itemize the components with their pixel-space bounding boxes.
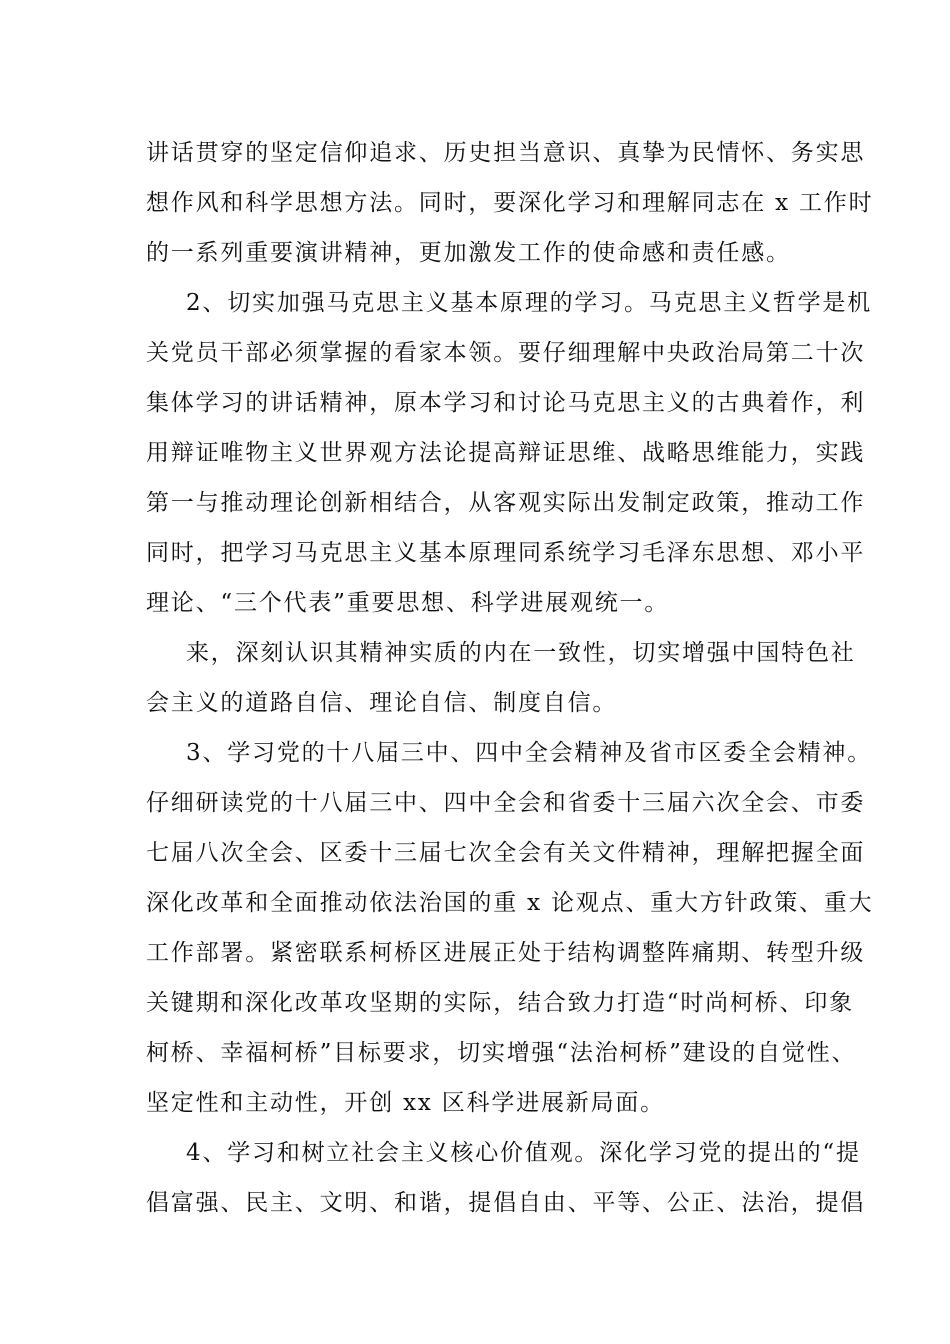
paragraph-3-heading: 3、学习党的十八届三中、四中全会精神及省市区委全会精神。 <box>186 740 873 766</box>
text-line: 想作风和科学思想方法。同时，要深化学习和理解同志在 x 工作时 <box>146 190 874 216</box>
text-line: 同时，把学习马克思主义基本原理同系统学习毛泽东思想、邓小平 <box>146 540 866 566</box>
text-line: 理论、“三个代表”重要思想、科学进展观统一。 <box>146 590 670 616</box>
text-line: 第一与推动理论创新相结合，从客观实际出发制定政策，推动工作 <box>146 490 866 516</box>
text-line: 关键期和深化改革攻坚期的实际，结合致力打造“时尚柯桥、印象 <box>146 990 854 1016</box>
paragraph-2-heading: 2、切实加强马克思主义基本原理的学习。马克思主义哲学是机 <box>186 290 873 316</box>
text-line: 用辩证唯物主义世界观方法论提高辩证思维、战略思维能力，实践 <box>146 440 866 466</box>
text-line: 仔细研读党的十八届三中、四中全会和省委十三届六次全会、市委 <box>146 790 866 816</box>
text-line: 柯桥、幸福柯桥”目标要求，切实增强“法治柯桥”建设的自觉性、 <box>146 1040 857 1066</box>
text-line: 七届八次全会、区委十三届七次全会有关文件精神，理解把握全面 <box>146 840 866 866</box>
text-line: 讲话贯穿的坚定信仰追求、历史担当意识、真挚为民情怀、务实思 <box>146 140 866 166</box>
text-line: 坚定性和主动性，开创 xx 区科学进展新局面。 <box>146 1090 665 1116</box>
text-line: 集体学习的讲话精神，原本学习和讨论马克思主义的古典着作，利 <box>146 390 866 416</box>
paragraph-4-heading: 4、学习和树立社会主义核心价值观。深化学习党的提出的“提 <box>186 1140 861 1166</box>
text-line: 工作部署。紧密联系柯桥区进展正处于结构调整阵痛期、转型升级 <box>146 940 866 966</box>
text-line: 深化改革和全面推动依法治国的重 x 论观点、重大方针政策、重大 <box>146 890 874 916</box>
text-line: 关党员干部必须掌握的看家本领。要仔细理解中央政治局第二十次 <box>146 340 866 366</box>
text-line: 倡富强、民主、文明、和谐，提倡自由、平等、公正、法治，提倡 <box>146 1190 866 1216</box>
text-line: 会主义的道路自信、理论自信、制度自信。 <box>146 690 618 716</box>
text-line: 来，深刻认识其精神实质的内在一致性，切实增强中国特色社 <box>186 640 856 666</box>
text-line: 的一系列重要演讲精神，更加激发工作的使命感和责任感。 <box>146 240 791 266</box>
